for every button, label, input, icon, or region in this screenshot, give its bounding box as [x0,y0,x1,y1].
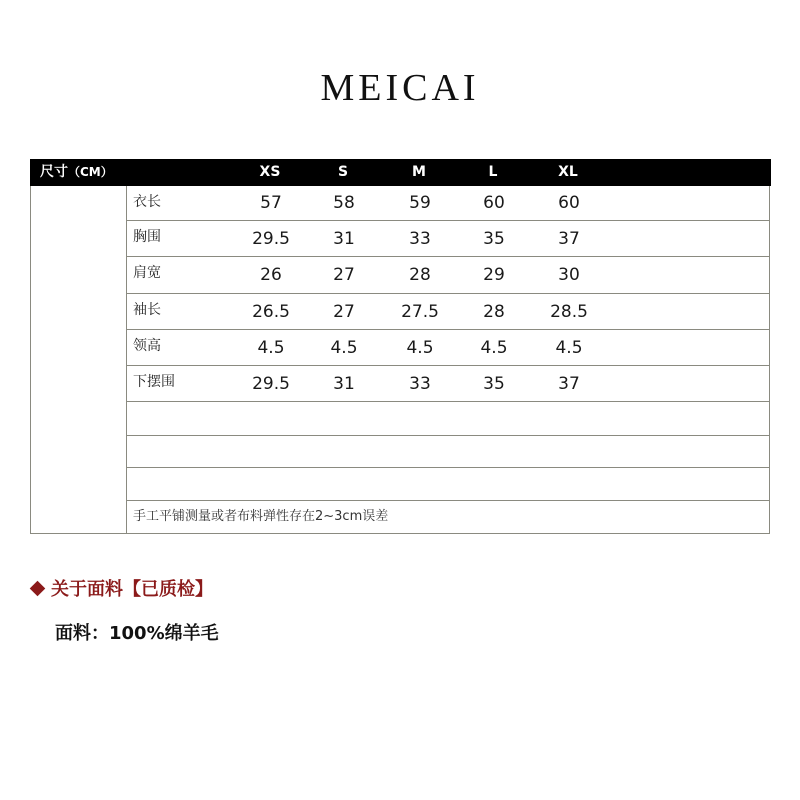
cell-value: 33 [409,229,431,249]
row-label: 衣长 [133,194,161,210]
column-header-m: M [412,164,426,180]
row-label: 肩宽 [133,265,161,281]
table-row [127,294,769,330]
cell-value: 28 [483,302,505,322]
cell-value: 27 [333,265,355,285]
column-header-xl: XL [558,164,578,180]
cell-value: 30 [558,265,580,285]
cell-value: 57 [260,193,282,213]
row-label: 袖长 [133,302,161,318]
cell-value: 27.5 [401,302,439,322]
cell-value: 35 [483,374,505,394]
cell-value: 60 [558,193,580,213]
table-row [127,330,769,366]
diamond-icon [30,581,46,597]
cell-value: 29 [483,265,505,285]
empty-row [127,468,769,501]
unit-label-text: 尺寸 [40,164,68,180]
table-row [127,257,769,294]
table-header [30,159,771,186]
cell-value: 4.5 [480,338,508,358]
cell-value: 27 [333,302,355,322]
table-row [127,221,769,257]
fabric-section-title [32,577,213,603]
cell-value: 59 [409,193,431,213]
note-row [127,501,769,533]
cell-value: 4.5 [257,338,285,358]
row-label: 领高 [133,338,161,354]
cell-value: 4.5 [555,338,583,358]
cell-value: 58 [333,193,355,213]
size-table [30,159,770,534]
cell-value: 26.5 [252,302,290,322]
table-left-cell [31,186,127,533]
column-header-l: L [488,164,498,180]
cell-value: 28.5 [550,302,588,322]
cell-value: 37 [558,374,580,394]
row-label: 下摆围 [133,374,175,390]
row-label: 胸围 [133,229,161,245]
empty-row [127,402,769,436]
cell-value: 28 [409,265,431,285]
cell-value: 37 [558,229,580,249]
cell-value: 4.5 [330,338,358,358]
brand-logo-text: MEICAI [320,67,480,109]
cell-value: 29.5 [252,374,290,394]
cell-value: 31 [333,229,355,249]
fabric-section-title-text: 关于面料【已质检】 [51,579,213,600]
column-header-s: S [337,164,349,180]
unit-label [40,159,113,186]
unit-suffix: （CM） [68,165,113,179]
cell-value: 26 [260,265,282,285]
cell-value: 35 [483,229,505,249]
cell-value: 29.5 [252,229,290,249]
empty-row [127,436,769,468]
table-row [127,366,769,402]
table-row [127,186,769,221]
cell-value: 60 [483,193,505,213]
column-header-xs: XS [259,164,281,180]
measurement-note: 手工平铺测量或者布料弹性存在2~3cm误差 [133,509,389,524]
cell-value: 33 [409,374,431,394]
fabric-content: 面料：100%绵羊毛 [55,623,219,644]
cell-value: 4.5 [406,338,434,358]
cell-value: 31 [333,374,355,394]
